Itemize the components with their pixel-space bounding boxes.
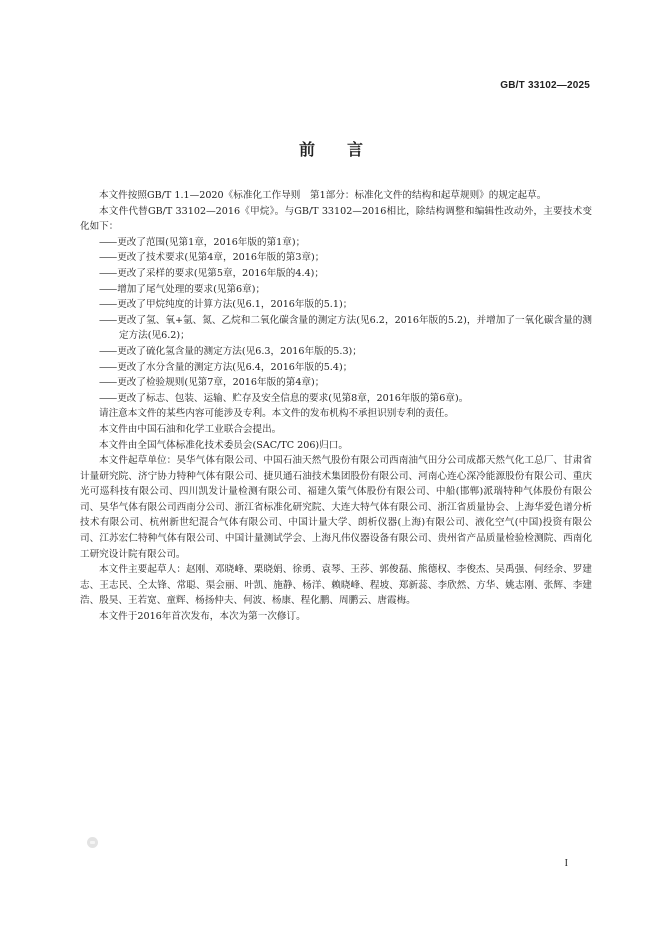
change-item: —— 更改了采样的要求(见第5章，2016年版的4.4)；: [80, 266, 592, 282]
page-title: [0, 137, 662, 160]
title-char-1: 前: [298, 140, 315, 159]
paragraph-replacement: 本文件代替GB/T 33102—2016《甲烷》。与GB/T 33102—2016相比，除结构调整和编辑性改动外，主要技术变化如下：: [80, 205, 592, 233]
paragraph-drafters: 本文件主要起草人：赵刚、邓晓峰、栗晓娟、徐勇、袁琴、王莎、郭俊磊、熊德权、李俊杰、吴禹强、何经余、罗建志、王志民、仝太锋、常聪、渠会丽、叶凯、施静、杨洋、赖晓峰、程坡、郑新蕊、李欣然、方华、姚志刚、张辉、李建浩、殷昊、王若宽、童辉、杨扬仲夫、何波、杨康、程化鹏、周鹏云、唐霞梅。: [80, 564, 592, 607]
paragraph-history: 本文件于2016年首次发布，本次为第一次修订。: [99, 611, 306, 623]
change-item: —— 更改了检验规则(见第7章，2016年版的第4章)；: [80, 375, 592, 391]
paragraph-patent-notice: 请注意本文件的某些内容可能涉及专利。本文件的发布机构不承担识别专利的责任。: [99, 408, 454, 420]
paragraph-drafting-rules: 本文件按照GB/T 1.1—2020《标准化工作导则 第1部分：标准化文件的结构和起草规则》的规定起草。: [99, 190, 547, 201]
standard-code: GB/T 33102—2025: [500, 80, 590, 91]
change-item: —— 更改了标志、包装、运输、贮存及安全信息的要求(见第8章，2016年版的第6章)。: [80, 391, 592, 407]
title-char-2: 言: [347, 140, 364, 159]
change-item: —— 更改了甲烷纯度的计算方法(见6.1，2016年版的5.1)；: [80, 297, 592, 313]
paragraph-committee: 本文件由全国气体标准化技术委员会(SAC/TC 206)归口。: [99, 439, 348, 451]
change-item: —— 更改了水分含量的测定方法(见6.4，2016年版的5.4)；: [80, 360, 592, 376]
change-item: —— 更改了硫化氢含量的测定方法(见6.3，2016年版的5.3)；: [80, 344, 592, 360]
paragraph-drafting-units: 本文件起草单位：昊华气体有限公司、中国石油天然气股份有限公司西南油气田分公司成都天然气化工总厂、甘肃省计量研究院、济宁协力特种气体有限公司、捷贝通石油技术集团股份有限公司、河南心连心深冷能源股份有限公司、重庆光可巡科技有限公司、四川凯发计量检测有限公司、福建久策气体股份有限公司、中船(邯郸)派瑞特种气体股份有限公司、昊华气体有限公司西南分公司、浙江省标准化研究院、大连大特气体有限公司、浙江省质量协会、上海华爱色谱分析技术有限公司、杭州新世纪混合气体有限公司、中国计量大学、朗析仪器(上海)有限公司、液化空气(中国)投资有限公司、江苏宏仁特种气体有限公司、中国计量测试学会、上海凡伟仪器设备有限公司、贵州省产品质量检验检测院、西南化工研究设计院有限公司。: [80, 455, 592, 560]
page-number: I: [564, 858, 568, 869]
foreword-body: [80, 188, 592, 625]
change-item: —— 更改了范围(见第1章，2016年版的第1章)；: [80, 235, 592, 251]
change-item: —— 更改了技术要求(见第4章，2016年版的第3章)；: [80, 250, 592, 266]
publisher-watermark-icon: [87, 837, 98, 848]
change-item: —— 更改了氢、氧+氩、氮、乙烷和二氧化碳含量的测定方法(见6.2，2016年版的5.2)，并增加了一氧化碳含量的测定方法(见6.2)；: [80, 313, 592, 344]
change-item: —— 增加了尾气处理的要求(见第6章)；: [80, 282, 592, 298]
paragraph-proposer: 本文件由中国石油和化学工业联合会提出。: [99, 423, 282, 435]
